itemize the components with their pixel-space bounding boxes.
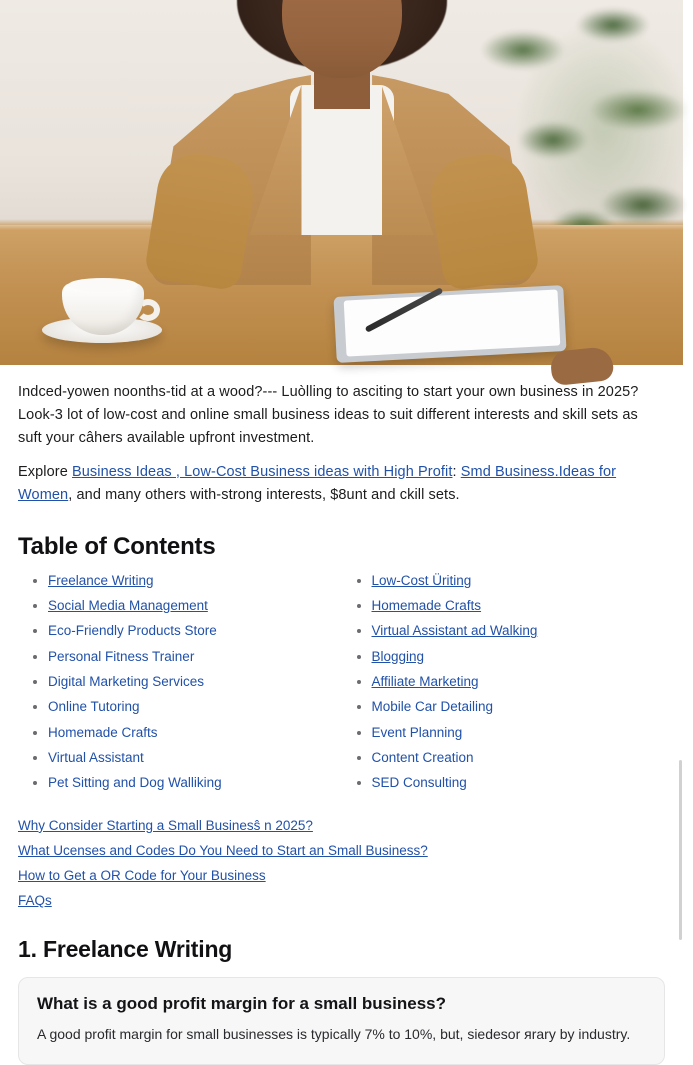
explore-link-1[interactable]: Business Ideas , Low-Cost Business ideas with High Profit [72, 463, 453, 480]
list-item [48, 751, 342, 766]
toc-link[interactable]: Mobile Car Detailing [371, 699, 494, 715]
toc-column-right [342, 574, 666, 802]
list-item [372, 726, 666, 741]
secondary-links [18, 818, 665, 908]
explore-sep-1: : [452, 463, 457, 480]
list-item [372, 574, 666, 589]
list-item [48, 599, 342, 614]
explore-sep-2: , [68, 486, 73, 503]
explore-paragraph [18, 461, 665, 507]
toc-link[interactable]: Online Tutoring [48, 699, 140, 715]
list-item [48, 624, 342, 639]
toc-link[interactable]: Personal Fitness Trainer [48, 648, 195, 664]
toc-link[interactable]: Digital Marketing Services [48, 674, 205, 690]
list-item [372, 599, 666, 614]
list-item [48, 650, 342, 665]
list-item [48, 726, 342, 741]
toc-link[interactable]: SED Consulting [371, 775, 467, 791]
intro-paragraph: Indced-yowen noonths-tid at a wood?--- Luòlling to asciting to start your own business in 2025? Look-3 lot of low-cost and online small business ideas to suit different interests and skill sets as suft your câhers available upfront investment. [18, 384, 639, 447]
list-item [48, 700, 342, 715]
toc-link[interactable]: Eco-Friendly Products Store [48, 623, 217, 639]
hero-image [0, 0, 683, 365]
secondary-link[interactable]: FAQs [18, 892, 52, 908]
right-arm [425, 148, 540, 291]
toc-link[interactable]: Blogging [371, 648, 425, 664]
person-figure [147, 0, 537, 279]
toc-column-left [18, 574, 342, 802]
list-item [372, 650, 666, 665]
list-item [372, 776, 666, 791]
faq-answer: A good profit margin for small businesses is typically 7% to 10%, but, siedesor яrary by industry. [37, 1025, 631, 1042]
list-item [372, 675, 666, 690]
secondary-link[interactable]: How to Get a OR Code for Your Business [18, 867, 266, 883]
toc-link[interactable]: Homemade Crafts [48, 724, 158, 740]
list-item [372, 624, 666, 639]
toc-link[interactable]: Content Creation [371, 750, 474, 766]
table-of-contents-title: Table of Contents [18, 532, 216, 560]
list-item [48, 776, 342, 791]
toc-link[interactable]: Freelance Writing [48, 572, 154, 588]
section-heading: 1. Freelance Writing [18, 935, 233, 962]
toc-link[interactable]: Homemade Crafts [371, 598, 482, 614]
article-content [0, 365, 683, 1065]
toc-link[interactable]: Low-Cost Üriting [371, 572, 472, 588]
explore-prefix: Explore [18, 463, 72, 480]
faq-callout [18, 977, 665, 1065]
toc-link[interactable]: Virtual Assistant ad Walking [371, 623, 538, 639]
explore-link-2[interactable]: Smd Business.Ideas for Women [18, 463, 617, 503]
face [282, 0, 402, 78]
list-item [372, 751, 666, 766]
faq-question: What is a good profit margin for a small business? [37, 993, 446, 1013]
list-item [48, 574, 342, 589]
left-arm [143, 148, 258, 291]
right-hand [549, 346, 614, 386]
secondary-link[interactable]: Why Consider Starting a Small Businesŝ n 2025? [18, 817, 313, 833]
toc-link[interactable]: Virtual Assistant [48, 750, 144, 766]
toc-link[interactable]: Event Planning [371, 724, 463, 740]
scrollbar[interactable] [679, 760, 682, 940]
explore-tail: and many others with-strong interests, $8unt and ckill sets. [76, 486, 460, 503]
secondary-link[interactable]: What Ucenses and Codes Do You Need to Start an Small Business? [18, 842, 428, 858]
toc-link[interactable]: Social Media Management [48, 598, 208, 614]
toc-link[interactable]: Affiliate Marketing [371, 674, 479, 690]
table-of-contents [18, 574, 665, 802]
list-item [372, 700, 666, 715]
toc-link[interactable]: Pet Sitting and Dog Walliking [48, 775, 222, 791]
list-item [48, 675, 342, 690]
